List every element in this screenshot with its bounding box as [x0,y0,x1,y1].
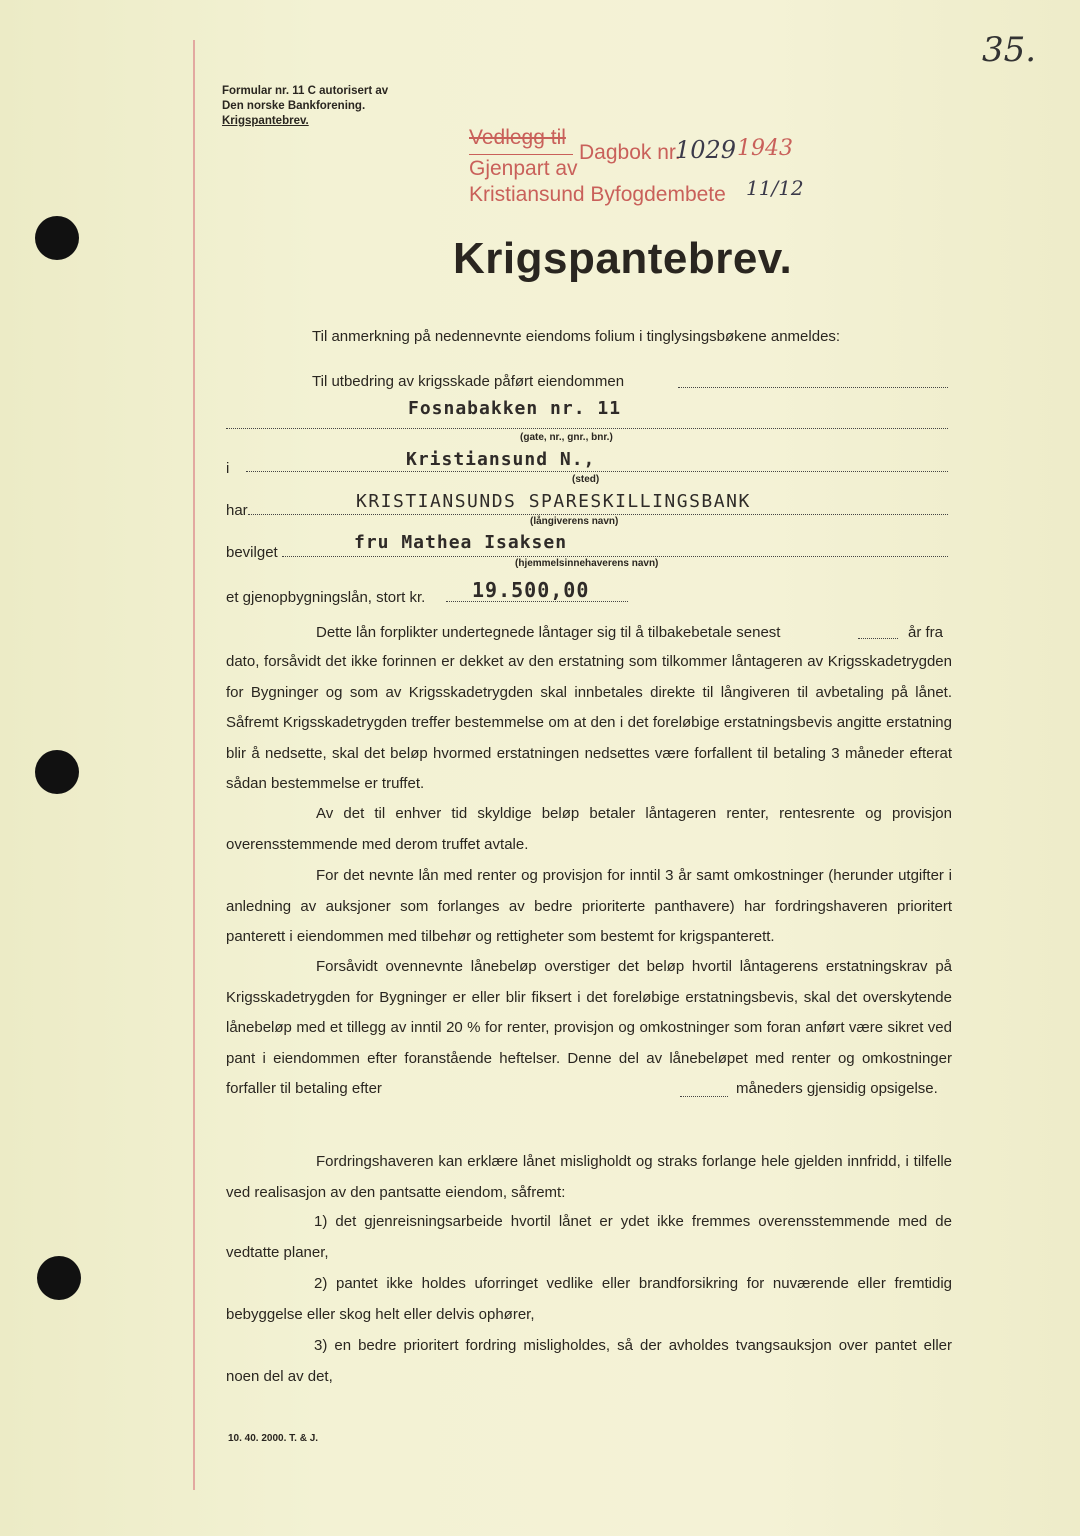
loan-prefix: et gjenopbygningslån, stort kr. [226,589,426,606]
punch-hole [35,216,79,260]
dotted-line [858,638,898,639]
dagbok-number: 1029 [675,136,737,164]
lender-caption: (långiverens navn) [530,516,619,527]
stamp-office: Kristiansund Byfogdembete [469,183,726,206]
page-number: 35. [982,30,1037,70]
list-item-2 [226,1269,952,1330]
owner-value: fru Mathea Isaksen [354,532,568,553]
stamp-date: 11/12 [746,176,804,200]
dotted-line [678,387,948,388]
footer-print-code: 10. 40. 2000. T. & J. [228,1433,319,1444]
paragraph-text: Fordringshaveren kan erklære lånet misligholdt og straks forlange hele gjelden innfridd, i tilfelle ved realisasjon av den pantsatte eiendom, såfremt: [226,1153,952,1201]
dotted-line [680,1096,728,1097]
list-item-text: 2) pantet ikke holdes uforringet vedlike eller brandforsikring for nuværende eller fremtidig bebyggelse eller skog helt eller delvis ophører, [226,1275,952,1323]
loan-amount: 19.500,00 [472,578,590,602]
dotted-line [226,428,948,429]
intro-text: Til anmerkning på nedennevnte eiendoms folium i tinglysingsbøkene anmeldes: [312,328,841,345]
form-header-line: Formular nr. 11 C autorisert av [222,85,389,97]
punch-hole [35,750,79,794]
stamp-crossed-text: Vedlegg til [469,126,566,149]
lender-value: KRISTIANSUNDS SPARESKILLINGSBANK [356,491,751,512]
list-item-1 [226,1207,952,1268]
field-intro: Til utbedring av krigsskade påført eiendommen [312,373,625,390]
list-item-text: 1) det gjenreisningsarbeide hvortil lånet er ydet ikke fremmes overensstemmende med de vedtatte planer, [226,1213,952,1261]
lender-prefix: har [226,502,248,519]
property-caption: (gate, nr., gnr., bnr.) [520,432,613,443]
form-header-line: Krigspantebrev. [222,115,309,127]
paragraph-text: For det nevnte lån med renter og provisjon for inntil 3 år samt omkostninger (herunder utgifter i anledning av auksjoner som forlanges av bedre prioriterte panthavere) har fordringshaveren prioritert panterett i eiendommen med tilbehør og rettigheter som bestemt for krigspanterett. [226,867,952,945]
dotted-line [248,514,948,515]
dotted-line [446,601,628,602]
paragraph-3 [226,861,952,953]
dotted-line [246,471,948,472]
paragraph-text: Av det til enhver tid skyldige beløp betaler låntageren renter, rentesrente og provisjon overensstemmende med derom truffet avtale. [226,805,952,853]
property-value: Fosnabakken nr. 11 [408,398,622,419]
stamp-gjenpart: Gjenpart av [469,157,578,180]
paragraph-1-start: Dette lån forplikter undertegnede låntager sig til å tilbakebetale senest [316,624,781,641]
form-header-line: Den norske Bankforening. [222,100,366,112]
paragraph-4-end: måneders gjensidig opsigelse. [736,1080,938,1097]
punch-hole [37,1256,81,1300]
dotted-line [282,556,948,557]
form-header [222,84,388,129]
list-item-3 [226,1331,952,1392]
paragraph-1-body [226,647,952,800]
margin-line [193,40,195,1490]
place-caption: (sted) [572,474,600,485]
paragraph-2 [226,799,952,860]
list-item-text: 3) en bedre prioritert fordring misligholdes, så der avholdes tvangsauksjon over pantet eller noen del av det, [226,1337,952,1385]
place-value: Kristiansund N., [406,449,596,470]
dagbok-year: 1943 [737,136,793,161]
paragraph-text: Forsåvidt ovennevnte lånebeløp overstiger det beløp hvortil låntagerens erstatningskrav på Krigsskadetrygden for Bygninger er eller blir fiksert i det foreløbige erstatningsbevis, skal det overskytende lånebeløp med et tillegg av inntil 20 % for renter, provisjon og omkostninger som foran anført være sikret ved pant i eiendommen efter foranstående heftelser. Denne del av lånebeløpet med renter og omkostninger forfaller til betaling efter [226,958,952,1097]
stamp-underline [469,154,573,155]
paragraph-5 [226,1147,952,1208]
stamp-dagbok-label: Dagbok nr. [579,141,681,164]
place-prefix: i [226,460,230,477]
owner-prefix: bevilget [226,544,278,561]
paragraph-1-years: år fra [908,624,944,641]
document-title: Krigspantebrev. [453,234,793,283]
owner-caption: (hjemmelsinnehaverens navn) [515,558,659,569]
paragraph-text: dato, forsåvidt det ikke forinnen er dekket av den erstatning som tilkommer låntageren av Krigsskadetrygden for Bygninger og som av Krigsskadetrygden skal innbetales direkte til långiveren til avbetaling på lånet. Såfremt Krigsskadetrygden treffer bestemmelse om at den i det foreløbige erstatningsbevis angitte erstatning blir å nedsette, skal det beløp hvormed erstatningen nedsettes være forfallent til betaling 3 måneder efterat sådan bestemmelse er truffet. [226,653,952,792]
